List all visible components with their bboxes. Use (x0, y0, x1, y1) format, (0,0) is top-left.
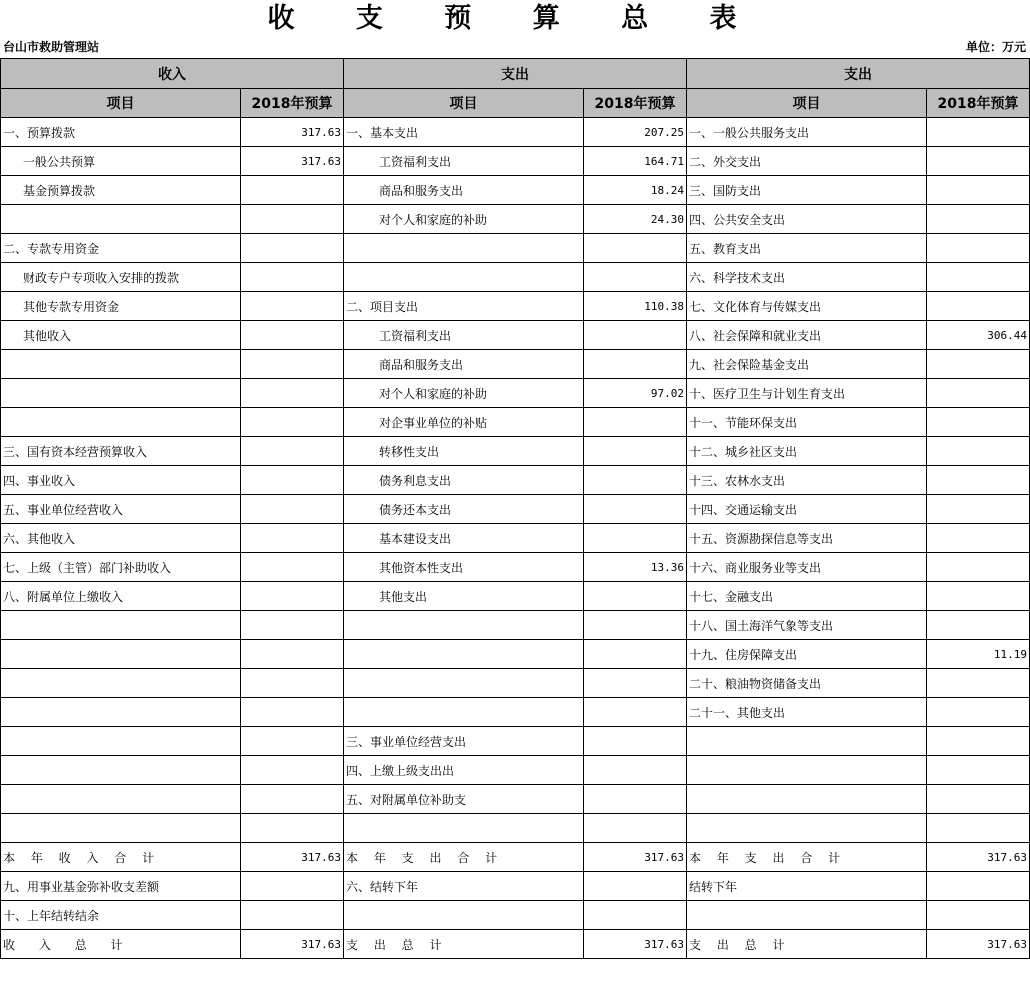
expense-budget-cell: 207.25 (584, 118, 687, 147)
expense-item-cell: 三、事业单位经营支出 (344, 727, 584, 756)
column-header-row (1, 89, 1030, 118)
table-row (1, 466, 1030, 495)
function-expense-item-cell (687, 814, 927, 843)
expense-item-cell (344, 640, 584, 669)
expense-budget-cell (584, 698, 687, 727)
function-expense-budget-total-cell (927, 872, 1030, 901)
function-expense-budget-cell (927, 524, 1030, 553)
function-expense-budget-cell (927, 292, 1030, 321)
expense-item-cell (344, 669, 584, 698)
expense-budget-cell (584, 321, 687, 350)
total-row (1, 901, 1030, 930)
expense-budget-cell (584, 582, 687, 611)
function-expense-item-cell (687, 756, 927, 785)
income-budget-total-cell: 317.63 (241, 843, 344, 872)
expense-budget-total-cell: 317.63 (584, 930, 687, 959)
page-title: 收 支 预 算 总 表 (267, 3, 763, 34)
income-item-cell (1, 350, 241, 379)
expense-group-header: 支出 (344, 59, 687, 89)
income-budget-cell (241, 292, 344, 321)
col-header-budget: 2018年预算 (584, 89, 687, 118)
function-expense-budget-total-cell: 317.63 (927, 843, 1030, 872)
income-budget-cell (241, 437, 344, 466)
expense-item-cell: 工资福利支出 (344, 321, 584, 350)
expense-budget-cell: 24.30 (584, 205, 687, 234)
group-header-row (1, 59, 1030, 89)
expense-item-cell: 一、基本支出 (344, 118, 584, 147)
expense-budget-cell (584, 727, 687, 756)
function-expense-item-cell: 八、社会保障和就业支出 (687, 321, 927, 350)
expense-budget-cell (584, 466, 687, 495)
expense-budget-cell (584, 785, 687, 814)
income-budget-cell (241, 205, 344, 234)
income-item-total-cell: 九、用事业基金弥补收支差额 (1, 872, 241, 901)
income-budget-cell (241, 814, 344, 843)
table-row (1, 640, 1030, 669)
table-row (1, 437, 1030, 466)
total-row (1, 872, 1030, 901)
expense-budget-cell: 164.71 (584, 147, 687, 176)
table-row (1, 756, 1030, 785)
expense-item-total-cell: 本 年 支 出 合 计 (344, 843, 584, 872)
function-expense-item-cell: 十、医疗卫生与计划生育支出 (687, 379, 927, 408)
table-row (1, 350, 1030, 379)
function-expense-item-cell: 二、外交支出 (687, 147, 927, 176)
income-item-cell: 财政专户专项收入安排的拨款 (1, 263, 241, 292)
function-expense-item-total-cell: 支 出 总 计 (687, 930, 927, 959)
function-expense-budget-cell (927, 698, 1030, 727)
table-row (1, 408, 1030, 437)
income-item-cell: 一般公共预算 (1, 147, 241, 176)
col-header-item: 项目 (1, 89, 241, 118)
income-item-cell (1, 408, 241, 437)
income-budget-cell (241, 495, 344, 524)
function-expense-budget-cell (927, 785, 1030, 814)
function-expense-item-cell (687, 727, 927, 756)
expense-item-cell: 商品和服务支出 (344, 350, 584, 379)
expense-item-total-cell (344, 901, 584, 930)
income-budget-cell: 317.63 (241, 118, 344, 147)
expense-item-cell: 债务利息支出 (344, 466, 584, 495)
function-expense-budget-cell (927, 176, 1030, 205)
function-expense-budget-cell (927, 408, 1030, 437)
expense-item-cell: 商品和服务支出 (344, 176, 584, 205)
expense-budget-cell: 18.24 (584, 176, 687, 205)
income-item-cell: 其他收入 (1, 321, 241, 350)
expense-budget-cell (584, 263, 687, 292)
income-group-header: 收入 (1, 59, 344, 89)
income-item-cell (1, 611, 241, 640)
expense-budget-cell: 110.38 (584, 292, 687, 321)
expense-item-cell (344, 263, 584, 292)
function-expense-item-cell (687, 785, 927, 814)
table-row (1, 698, 1030, 727)
function-expense-item-cell: 七、文化体育与传媒支出 (687, 292, 927, 321)
function-expense-item-cell: 十八、国土海洋气象等支出 (687, 611, 927, 640)
expense-item-cell: 对企事业单位的补贴 (344, 408, 584, 437)
income-budget-cell (241, 321, 344, 350)
income-budget-total-cell (241, 901, 344, 930)
expense-budget-cell (584, 669, 687, 698)
income-item-cell: 五、事业单位经营收入 (1, 495, 241, 524)
income-budget-cell (241, 756, 344, 785)
expense-budget-total-cell: 317.63 (584, 843, 687, 872)
income-budget-cell (241, 611, 344, 640)
organization-name: 台山市救助管理站 (3, 40, 100, 54)
expense-item-cell: 工资福利支出 (344, 147, 584, 176)
income-item-cell (1, 727, 241, 756)
expense-item-cell: 转移性支出 (344, 437, 584, 466)
expense-item-cell: 基本建设支出 (344, 524, 584, 553)
function-expense-budget-cell (927, 147, 1030, 176)
income-budget-cell (241, 379, 344, 408)
expense-budget-cell (584, 437, 687, 466)
table-row (1, 727, 1030, 756)
function-expense-budget-cell (927, 495, 1030, 524)
income-item-cell: 四、事业收入 (1, 466, 241, 495)
income-budget-cell (241, 234, 344, 263)
function-expense-item-cell: 十六、商业服务业等支出 (687, 553, 927, 582)
function-expense-item-cell: 一、一般公共服务支出 (687, 118, 927, 147)
expense-budget-cell (584, 814, 687, 843)
function-expense-budget-cell: 306.44 (927, 321, 1030, 350)
table-row (1, 669, 1030, 698)
col-header-budget: 2018年预算 (241, 89, 344, 118)
function-expense-item-cell: 十五、资源勘探信息等支出 (687, 524, 927, 553)
function-expense-budget-cell (927, 669, 1030, 698)
function-expense-item-cell: 十二、城乡社区支出 (687, 437, 927, 466)
table-row (1, 553, 1030, 582)
table-row (1, 292, 1030, 321)
function-expense-item-cell: 十一、节能环保支出 (687, 408, 927, 437)
expense-item-cell: 四、上缴上级支出出 (344, 756, 584, 785)
expense-item-cell: 五、对附属单位补助支 (344, 785, 584, 814)
expense-item-cell: 二、项目支出 (344, 292, 584, 321)
function-expense-item-total-cell: 结转下年 (687, 872, 927, 901)
function-expense-budget-cell (927, 234, 1030, 263)
function-expense-item-cell: 六、科学技术支出 (687, 263, 927, 292)
income-budget-total-cell: 317.63 (241, 930, 344, 959)
total-row (1, 843, 1030, 872)
function-expense-item-cell: 三、国防支出 (687, 176, 927, 205)
expense-budget-cell: 13.36 (584, 553, 687, 582)
function-expense-item-cell: 九、社会保险基金支出 (687, 350, 927, 379)
function-expense-item-cell: 二十、粮油物资储备支出 (687, 669, 927, 698)
function-expense-budget-cell (927, 582, 1030, 611)
expense-budget-cell (584, 640, 687, 669)
function-expense-budget-cell (927, 205, 1030, 234)
function-expense-budget-cell (927, 263, 1030, 292)
function-expense-item-cell: 十九、住房保障支出 (687, 640, 927, 669)
income-item-total-cell: 十、上年结转结余 (1, 901, 241, 930)
function-expense-budget-cell (927, 611, 1030, 640)
function-expense-budget-total-cell (927, 901, 1030, 930)
income-budget-cell (241, 524, 344, 553)
table-row (1, 176, 1030, 205)
income-budget-cell (241, 727, 344, 756)
expense-group-header-2: 支出 (687, 59, 1030, 89)
income-budget-cell (241, 350, 344, 379)
expense-item-cell: 债务还本支出 (344, 495, 584, 524)
unit-label: 单位：万元 (965, 40, 1026, 54)
function-expense-item-cell: 十三、农林水支出 (687, 466, 927, 495)
income-budget-cell (241, 553, 344, 582)
income-item-cell: 二、专款专用资金 (1, 234, 241, 263)
expense-item-cell (344, 698, 584, 727)
expense-item-cell: 其他支出 (344, 582, 584, 611)
income-item-cell (1, 756, 241, 785)
expense-budget-total-cell (584, 901, 687, 930)
income-budget-cell (241, 408, 344, 437)
function-expense-budget-cell (927, 466, 1030, 495)
function-expense-budget-cell: 11.19 (927, 640, 1030, 669)
income-item-cell: 三、国有资本经营预算收入 (1, 437, 241, 466)
income-item-cell: 七、上级（主管）部门补助收入 (1, 553, 241, 582)
expense-item-total-cell: 支 出 总 计 (344, 930, 584, 959)
function-expense-budget-cell (927, 350, 1030, 379)
table-row (1, 263, 1030, 292)
income-budget-cell (241, 176, 344, 205)
expense-budget-total-cell (584, 872, 687, 901)
income-item-cell: 六、其他收入 (1, 524, 241, 553)
table-row (1, 234, 1030, 263)
col-header-item: 项目 (687, 89, 927, 118)
function-expense-item-total-cell (687, 901, 927, 930)
expense-item-cell: 对个人和家庭的补助 (344, 205, 584, 234)
income-item-cell (1, 814, 241, 843)
function-expense-item-cell: 十七、金融支出 (687, 582, 927, 611)
income-item-cell (1, 698, 241, 727)
function-expense-budget-cell (927, 756, 1030, 785)
table-row (1, 814, 1030, 843)
expense-budget-cell (584, 495, 687, 524)
table-row (1, 321, 1030, 350)
function-expense-item-total-cell: 本 年 支 出 合 计 (687, 843, 927, 872)
income-budget-cell (241, 263, 344, 292)
income-item-cell: 其他专款专用资金 (1, 292, 241, 321)
income-item-cell: 基金预算拨款 (1, 176, 241, 205)
income-item-cell: 八、附属单位上缴收入 (1, 582, 241, 611)
function-expense-budget-cell (927, 118, 1030, 147)
expense-budget-cell (584, 756, 687, 785)
function-expense-budget-cell (927, 814, 1030, 843)
expense-item-cell: 其他资本性支出 (344, 553, 584, 582)
budget-table (0, 58, 1030, 959)
expense-item-cell (344, 611, 584, 640)
function-expense-item-cell: 十四、交通运输支出 (687, 495, 927, 524)
income-item-cell: 一、预算拨款 (1, 118, 241, 147)
expense-item-cell (344, 234, 584, 263)
table-row (1, 147, 1030, 176)
income-item-total-cell: 本 年 收 入 合 计 (1, 843, 241, 872)
table-row (1, 205, 1030, 234)
function-expense-budget-cell (927, 727, 1030, 756)
income-item-cell (1, 205, 241, 234)
function-expense-item-cell: 四、公共安全支出 (687, 205, 927, 234)
income-item-cell (1, 640, 241, 669)
income-budget-cell (241, 640, 344, 669)
table-row (1, 582, 1030, 611)
expense-item-cell: 对个人和家庭的补助 (344, 379, 584, 408)
table-row (1, 611, 1030, 640)
function-expense-budget-cell (927, 437, 1030, 466)
income-budget-cell (241, 466, 344, 495)
function-expense-budget-cell (927, 379, 1030, 408)
income-budget-cell (241, 669, 344, 698)
table-row (1, 495, 1030, 524)
table-row (1, 785, 1030, 814)
income-item-cell (1, 669, 241, 698)
table-row (1, 118, 1030, 147)
col-header-budget: 2018年预算 (927, 89, 1030, 118)
expense-item-cell (344, 814, 584, 843)
function-expense-item-cell: 二十一、其他支出 (687, 698, 927, 727)
table-row (1, 524, 1030, 553)
col-header-item: 项目 (344, 89, 584, 118)
expense-budget-cell: 97.02 (584, 379, 687, 408)
income-item-cell (1, 785, 241, 814)
function-expense-budget-cell (927, 553, 1030, 582)
income-budget-cell (241, 785, 344, 814)
function-expense-budget-total-cell: 317.63 (927, 930, 1030, 959)
function-expense-item-cell: 五、教育支出 (687, 234, 927, 263)
table-row (1, 379, 1030, 408)
expense-budget-cell (584, 408, 687, 437)
income-item-cell (1, 379, 241, 408)
income-budget-cell (241, 698, 344, 727)
income-budget-total-cell (241, 872, 344, 901)
total-row (1, 930, 1030, 959)
expense-item-total-cell: 六、结转下年 (344, 872, 584, 901)
expense-budget-cell (584, 524, 687, 553)
income-budget-cell (241, 582, 344, 611)
income-budget-cell: 317.63 (241, 147, 344, 176)
expense-budget-cell (584, 234, 687, 263)
expense-budget-cell (584, 350, 687, 379)
income-item-total-cell: 收 入 总 计 (1, 930, 241, 959)
expense-budget-cell (584, 611, 687, 640)
